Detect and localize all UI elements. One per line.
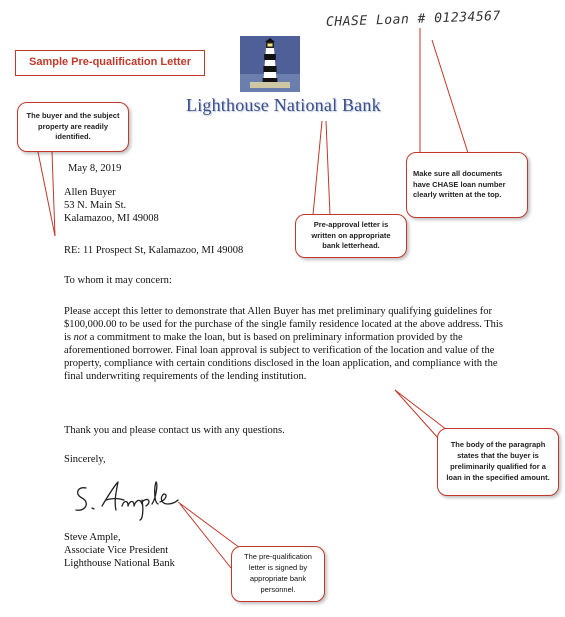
callout-signed: The pre-qualification letter is signed by appropriate bank personnel. [231,546,325,602]
body-emphasis: not [73,332,88,343]
handwritten-loan-number: CHASE Loan # 01234567 [325,8,502,31]
letter-body [64,305,504,383]
signer-organization: Lighthouse National Bank [64,558,175,569]
salutation: To whom it may concern: [64,275,172,286]
recipient-street: 53 N. Main St. [64,200,127,211]
closing: Sincerely, [64,454,106,465]
signer-block [64,531,175,570]
closing-thanks: Thank you and please contact us with any questions. [64,425,285,436]
bank-letterhead-name: Lighthouse National Bank [186,95,381,115]
signer-title: Associate Vice President [64,545,169,556]
signer-name: Steve Ample, [64,532,121,543]
body-part-2: a commitment to make the loan, but is based on preliminary information provided by the aforementioned borrower. Final loan approval is subject to verification of the location and value of the property, compliance with certain conditions disclosed in the loan application, and compliance with the final underwriting requirements of the lending institution. [64,332,498,382]
document-title: Sample Pre-qualification Letter [15,50,205,76]
recipient-name: Allen Buyer [64,187,116,198]
signature [72,478,182,523]
recipient-city: Kalamazoo, MI 49008 [64,213,159,224]
callout-body-states: The body of the paragraph states that the buyer is preliminarily qualified for a loan in the specified amount. [437,428,559,496]
recipient-address [64,186,159,225]
lighthouse-icon [240,36,300,92]
re-line: RE: 11 Prospect St, Kalamazoo, MI 49008 [64,245,244,256]
callout-letterhead: Pre-approval letter is written on appropriate bank letterhead. [295,214,407,258]
callout-loan-number: Make sure all documents have CHASE loan number clearly written at the top. [406,152,528,218]
letter-date: May 8, 2019 [68,163,122,174]
body-part-1: Please accept this letter to demonstrate that Allen Buyer has met preliminary qualifying guidelines for $100,000.00 to be used for the purchase of the single family residence located at the above address. This is [64,306,503,343]
callout-buyer-identified: The buyer and the subject property are readily identified. [17,102,129,152]
